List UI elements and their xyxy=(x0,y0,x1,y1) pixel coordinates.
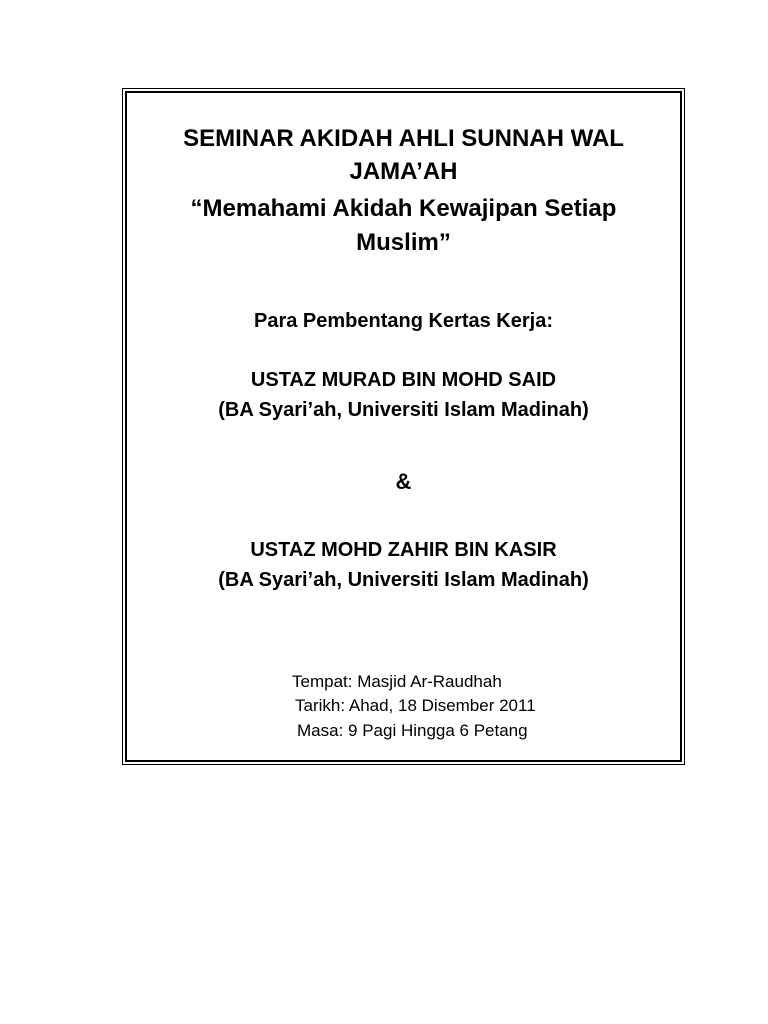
date-detail: Tarikh: Ahad, 18 Disember 2011 xyxy=(295,696,536,715)
presenters-heading: Para Pembentang Kertas Kerja: xyxy=(253,310,553,332)
speaker-2-name: USTAZ MOHD ZAHIR BIN KASIR xyxy=(250,539,557,561)
seminar-title-line-2: JAMA’AH xyxy=(349,158,458,185)
speaker-2-credentials: (BA Syari’ah, Universiti Islam Madinah) xyxy=(218,569,589,591)
time-detail: Masa: 9 Pagi Hingga 6 Petang xyxy=(297,721,528,740)
seminar-poster-frame xyxy=(125,91,682,762)
venue-detail: Tempat: Masjid Ar-Raudhah xyxy=(292,672,502,691)
speaker-1-credentials: (BA Syari’ah, Universiti Islam Madinah) xyxy=(218,399,589,421)
speaker-1-name: USTAZ MURAD BIN MOHD SAID xyxy=(250,369,557,391)
seminar-title-line-1: SEMINAR AKIDAH AHLI SUNNAH WAL xyxy=(183,125,624,152)
seminar-subtitle-line-1: “Memahami Akidah Kewajipan Setiap xyxy=(190,195,617,222)
seminar-subtitle-line-2: Muslim” xyxy=(356,229,451,256)
speaker-separator: & xyxy=(395,469,412,494)
